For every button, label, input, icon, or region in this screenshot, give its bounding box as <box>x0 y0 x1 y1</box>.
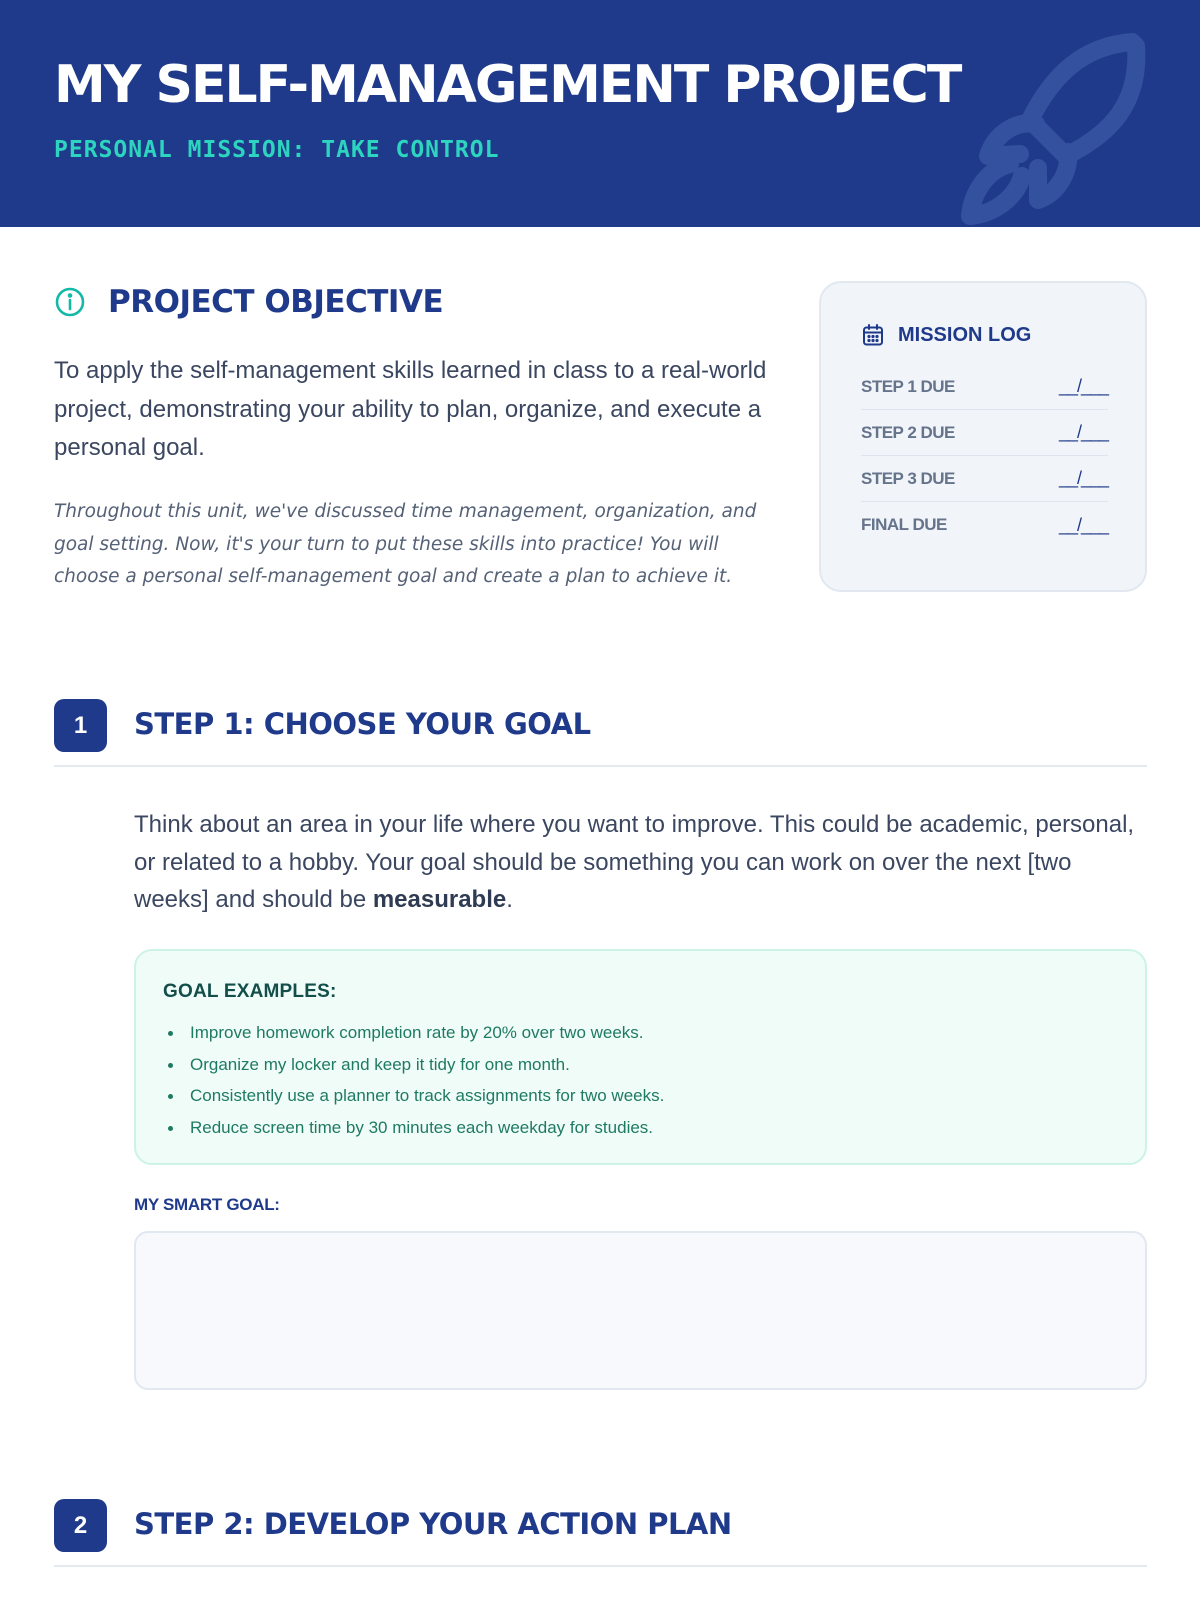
objective-title: PROJECT OBJECTIVE <box>108 284 444 320</box>
mission-log-row <box>861 502 1108 548</box>
mission-log-title: MISSION LOG <box>898 323 1032 346</box>
list-item: Reduce screen time by 30 minutes each weekday for studies. <box>163 1112 664 1144</box>
goal-examples-box <box>134 949 1147 1165</box>
objective-note: Throughout this unit, we've discussed time management, organization, and goal setting. Now, it's your turn to put these skills into practice! You will choose a personal self-management goal and create a plan to achieve it. <box>54 501 757 587</box>
list-item: Organize my locker and keep it tidy for one month. <box>163 1049 664 1081</box>
step-1-instructions <box>134 806 1147 919</box>
due-date-blank[interactable]: __/___ <box>1058 376 1108 396</box>
due-label: STEP 3 DUE <box>861 468 955 488</box>
goal-examples-list <box>163 1017 664 1144</box>
due-date-blank[interactable]: __/___ <box>1058 468 1108 488</box>
step-number-badge: 2 <box>54 1499 107 1552</box>
due-label: FINAL DUE <box>861 515 947 534</box>
page-header <box>0 0 1200 227</box>
objective-heading <box>54 284 443 320</box>
due-date-blank[interactable]: __/___ <box>1058 514 1108 535</box>
calendar-icon <box>861 323 885 347</box>
mission-log-row <box>861 456 1108 502</box>
rocket-icon <box>960 28 1180 227</box>
mission-log-card <box>819 281 1147 592</box>
step-1-header <box>54 699 1147 767</box>
due-label: STEP 1 DUE <box>861 376 955 396</box>
list-item: Improve homework completion rate by 20% over two weeks. <box>163 1017 664 1049</box>
objective-text: To apply the self-management skills learned in class to a real-world project, demonstrating your ability to plan, organize, and execute a personal goal. <box>54 357 767 461</box>
step-1-title: STEP 1: CHOOSE YOUR GOAL <box>134 707 591 741</box>
page-title: MY SELF-MANAGEMENT PROJECT <box>54 55 961 115</box>
instructions-end: . <box>506 886 513 913</box>
mission-log-row <box>861 410 1108 456</box>
smart-goal-label: MY SMART GOAL: <box>134 1195 280 1214</box>
instructions-emphasis: measurable <box>372 886 507 913</box>
info-icon <box>54 286 86 318</box>
due-label: STEP 2 DUE <box>861 422 955 442</box>
mission-log-row <box>861 364 1108 410</box>
smart-goal-field[interactable] <box>134 1231 1147 1390</box>
step-number-badge: 1 <box>54 699 107 752</box>
step-2-title: STEP 2: DEVELOP YOUR ACTION PLAN <box>134 1507 732 1541</box>
instructions-text: Think about an area in your life where you want to improve. This could be academic, personal, or related to a hobby. Your goal should be something you can work on over the next [two weeks] and should be <box>134 811 1135 913</box>
step-2-header <box>54 1499 1147 1567</box>
mission-log-header <box>861 323 1031 347</box>
page-subtitle: PERSONAL MISSION: TAKE CONTROL <box>54 137 500 163</box>
due-date-blank[interactable]: __/___ <box>1058 422 1108 442</box>
list-item: Consistently use a planner to track assignments for two weeks. <box>163 1080 664 1112</box>
goal-examples-title: GOAL EXAMPLES: <box>163 981 337 1002</box>
